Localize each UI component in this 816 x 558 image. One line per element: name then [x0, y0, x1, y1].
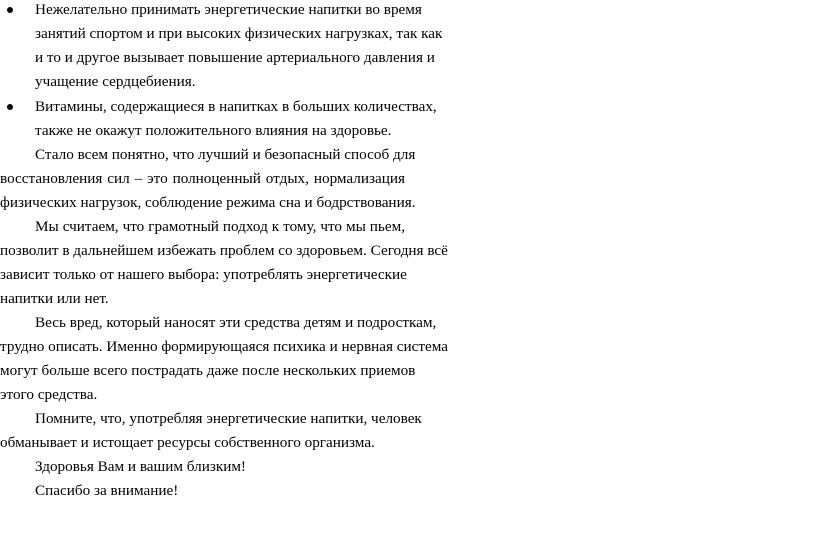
paragraph-1-line-2: восстановления сил – это полноценный отдых, нормализация	[0, 170, 405, 187]
paragraph-1-line-3: физических нагрузок, соблюдение режима сна и бодрствования.	[0, 194, 416, 211]
paragraph-5-line-1: Здоровья Вам и вашим близким!	[35, 458, 246, 475]
bullet-1-line-1: Нежелательно принимать энергетические напитки во время	[35, 1, 422, 18]
bullet-1-line-2: занятий спортом и при высоких физических нагрузках, так как	[35, 25, 443, 42]
paragraph-3-line-1: Весь вред, который наносят эти средства детям и подросткам,	[35, 314, 437, 331]
bullet-2-line-2: также не окажут положительного влияния на здоровье.	[35, 122, 392, 139]
paragraph-2-line-1: Мы считаем, что грамотный подход к тому, что мы пьем,	[35, 218, 405, 235]
paragraph-2-line-2: позволит в дальнейшем избежать проблем со здоровьем. Сегодня всё	[0, 242, 448, 259]
paragraph-2-line-4: напитки или нет.	[0, 290, 109, 307]
bullet-dot	[7, 104, 13, 110]
paragraph-3-line-3: могут больше всего пострадать даже после нескольких приемов	[0, 362, 416, 379]
paragraph-2-line-3: зависит только от нашего выбора: употреблять энергетические	[0, 266, 407, 283]
bullet-1-line-3: и то и другое вызывает повышение артериального давления и	[35, 49, 435, 66]
paragraph-3-line-2: трудно описать. Именно формирующаяся психика и нервная система	[0, 338, 449, 355]
paragraph-1-line-1: Стало всем понятно, что лучший и безопасный способ для	[35, 146, 416, 163]
paragraph-3-line-4: этого средства.	[0, 386, 98, 403]
bullet-2-line-1: Витамины, содержащиеся в напитках в больших количествах,	[35, 98, 437, 115]
bullet-1-line-4: учащение сердцебиения.	[35, 73, 196, 90]
paragraph-4-line-1: Помните, что, употребляя энергетические напитки, человек	[35, 410, 422, 427]
bullet-dot	[7, 7, 13, 13]
paragraph-4-line-2: обманывает и истощает ресурсы собственного организма.	[0, 434, 375, 451]
paragraph-6-line-1: Спасибо за внимание!	[35, 482, 179, 499]
